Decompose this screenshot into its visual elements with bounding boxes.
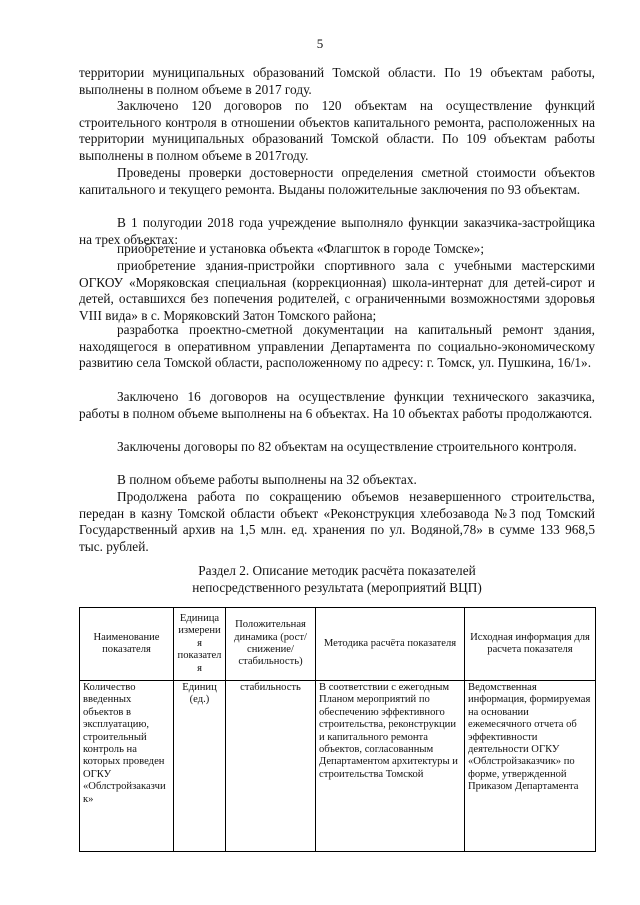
paragraph: Продолжена работа по сокращению объемов незавершенного строительства, передан в казну Томской области объект «Реконструкция хлебозавода №3 под Томский Государственный архив на 1,5 млн. ед. хранения по ул. Водяной,78» в сумме 133 968,5 тыс. рублей. [79, 489, 595, 554]
paragraph: территории муниципальных образований Томской области. По 19 объектам работы, выполнены в полном объеме в 2017 году. [79, 65, 595, 97]
paragraph: приобретение здания-пристройки спортивного зала с учебными мастерскими ОГКОУ «Моряковская специальная (коррекционная) школа-интернат для детей-сирот и детей, оставшихся без попечения родителей, с ограниченными возможностями здоровья VIII вида» в с. Моряковский Затон Томского района; [79, 258, 595, 323]
paragraph: В полном объеме работы выполнены на 32 объектах. [117, 472, 417, 487]
paragraph: Проведены проверки достоверности определения сметной стоимости объектов капитального и текущего ремонта. Выданы положительные заключения по 93 объектам. [79, 165, 595, 197]
table-cell: В соответствии с ежегодным Планом мероприятий по обеспечению эффективного строительства, реконструкции и капитального ремонта объектов, согласованным Департаментом архитектуры и строительства Томской [316, 681, 465, 852]
table-cell: Ведомственная информация, формируемая на основании ежемесячного отчета об эффективности деятельности ОГКУ «Облстройзаказчик» по форме, утвержденной Приказом Департамента [465, 681, 596, 852]
paragraph: Заключены договоры по 82 объектам на осуществление строительного контроля. [117, 439, 577, 454]
section-heading [79, 563, 595, 596]
methods-table [79, 607, 596, 852]
table-cell: Количество введенных объектов в эксплуатацию, строительный контроль на которых проведен ОГКУ «Облстройзаказчик» [80, 681, 174, 852]
section-heading-line1: Раздел 2. Описание методик расчёта показателей [198, 563, 476, 578]
table-cell: стабильность [226, 681, 316, 852]
header-cell: Методика расчёта показателя [316, 608, 465, 681]
section-heading-line2: непосредственного результата (мероприятий ВЦП) [192, 579, 482, 595]
paragraph: разработка проектно-сметной документации на капитальный ремонт здания, находящегося в оперативном управлении Департамента по социально-экономическому развитию села Томской области, расположенному по адресу: г. Томск, ул. Пушкина, 16/1». [79, 322, 595, 371]
header-cell: Исходная информация для расчета показателя [465, 608, 596, 681]
paragraph: приобретение и установка объекта «Флагшток в городе Томске»; [117, 241, 485, 256]
paragraph: Заключено 16 договоров на осуществление функции технического заказчика, работы в полном объеме выполнены на 6 объектах. На 10 объектах работы продолжаются. [79, 389, 595, 421]
table-cell: Единиц (ед.) [174, 681, 226, 852]
page-number: 5 [316, 36, 324, 51]
paragraph: В 1 полугодии 2018 года учреждение выполняло функции заказчика-застройщика на трех объектах: [79, 215, 595, 247]
table-header-row [80, 608, 596, 681]
header-cell: Положительная динамика (рост/снижение/ стабильность) [226, 608, 316, 681]
header-cell: Единица измерения показателя [174, 608, 226, 681]
paragraph: Заключено 120 договоров по 120 объектам на осуществление функций строительного контроля в отношении объектов капитального ремонта, расположенных на территории муниципальных образований Томской области. По 109 объектам работы выполнены в полном объеме в 2017году. [79, 98, 595, 163]
table-row [80, 681, 596, 852]
header-cell: Наименование показателя [80, 608, 174, 681]
